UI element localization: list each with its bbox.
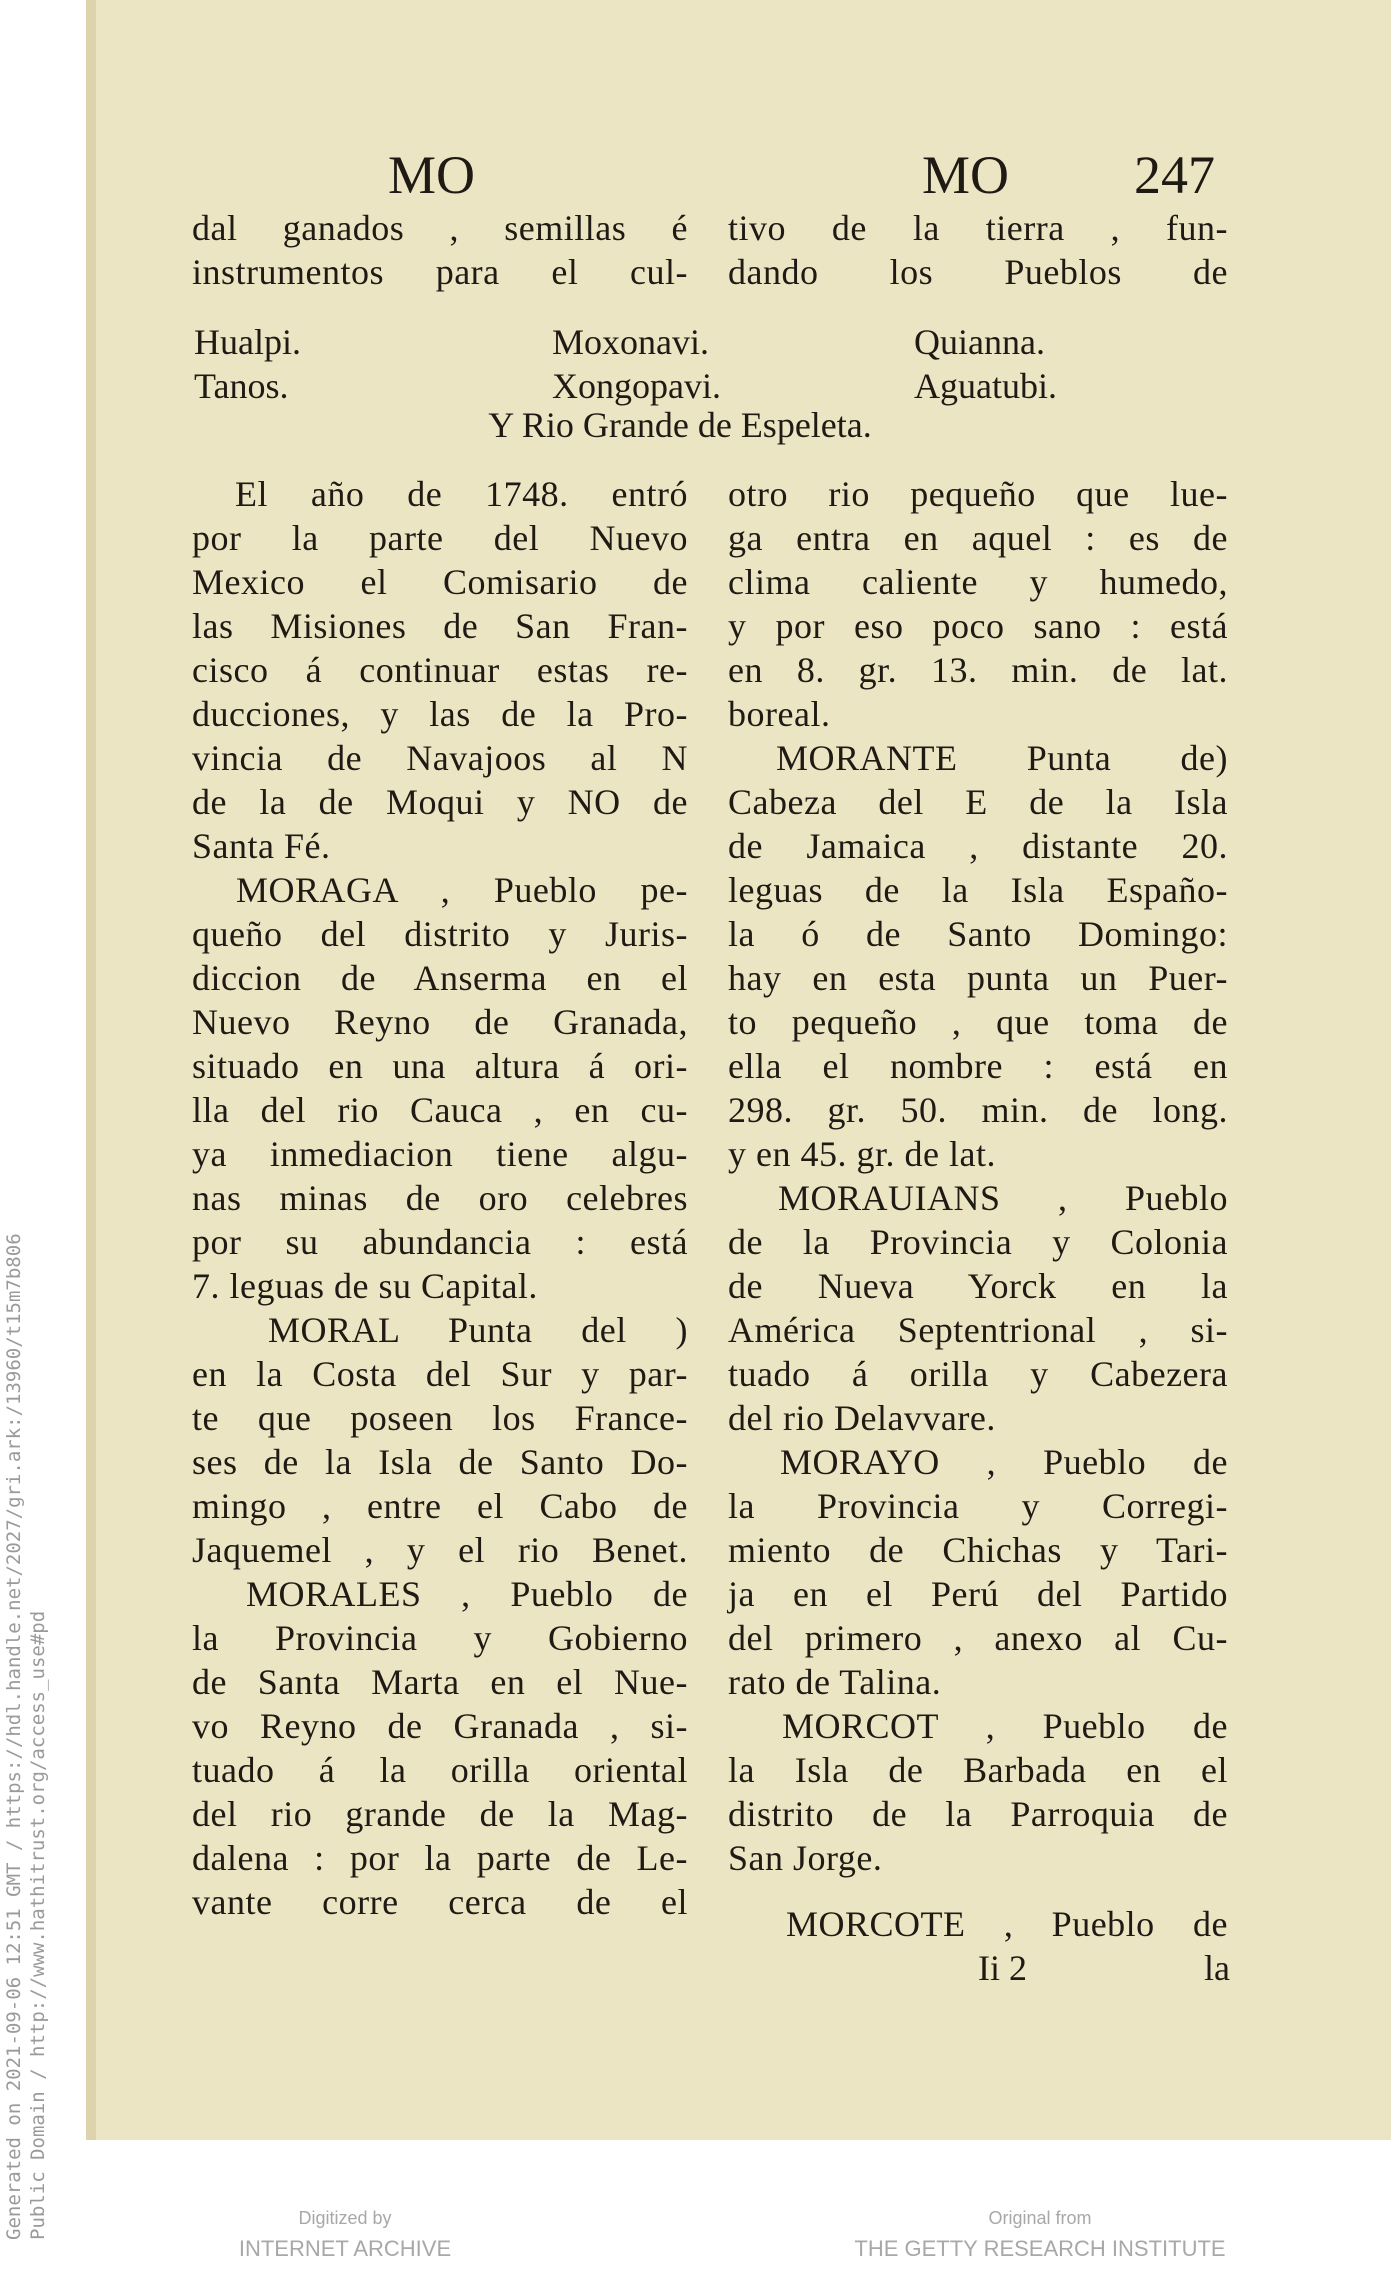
right-column-line: clima caliente y humedo, xyxy=(728,562,1228,602)
left-column-line: vante corre cerca de el xyxy=(192,1882,688,1922)
original-from-label: Original from xyxy=(988,2208,1092,2228)
right-column-line: otro rio pequeño que lue- xyxy=(728,474,1228,514)
pueblo-name: Moxonavi. xyxy=(552,322,709,362)
entry-morayo: MORAYO , Pueblo de xyxy=(780,1442,1228,1482)
left-column-line: Jaquemel , y el rio Benet. xyxy=(192,1530,688,1570)
left-column-line: situado en una altura á ori- xyxy=(192,1046,688,1086)
entry-morcote: MORCOTE , Pueblo de xyxy=(786,1904,1228,1944)
left-column-line: de Santa Marta en el Nue- xyxy=(192,1662,688,1702)
left-column-line: ya inmediacion tiene algu- xyxy=(192,1134,688,1174)
left-column-line: El año de 1748. entró xyxy=(235,474,688,514)
left-column-line: mingo , entre el Cabo de xyxy=(192,1486,688,1526)
right-column-line: boreal. xyxy=(728,694,831,734)
left-column-line: diccion de Anserma en el xyxy=(192,958,688,998)
right-column-line: la Isla de Barbada en el xyxy=(728,1750,1228,1790)
entry-moraga: MORAGA , Pueblo pe- xyxy=(236,870,688,910)
left-column-line: la Provincia y Gobierno xyxy=(192,1618,688,1658)
left-column-line: Mexico el Comisario de xyxy=(192,562,688,602)
left-running-head: MO xyxy=(388,145,476,205)
entry-morante: MORANTE Punta de) xyxy=(776,738,1228,778)
top-left-line: dal ganados , semillas é xyxy=(192,208,688,248)
right-column-line: la ó de Santo Domingo: xyxy=(728,914,1228,954)
internet-archive-label: INTERNET ARCHIVE xyxy=(238,2236,452,2261)
right-running-head: MO xyxy=(922,145,1010,205)
right-column-line: y por eso poco sano : está xyxy=(728,606,1228,646)
right-column-line: la Provincia y Corregi- xyxy=(728,1486,1228,1526)
right-column-line: ja en el Perú del Partido xyxy=(728,1574,1228,1614)
right-column-line: del primero , anexo al Cu- xyxy=(728,1618,1228,1658)
left-column-line: de la de Moqui y NO de xyxy=(192,782,688,822)
left-column-line: ducciones, y las de la Pro- xyxy=(192,694,688,734)
pueblo-name: Tanos. xyxy=(194,366,289,406)
hathitrust-watermark xyxy=(2,1140,50,2240)
right-column-line: ella el nombre : está en xyxy=(728,1046,1228,1086)
right-column-line: to pequeño , que toma de xyxy=(728,1002,1228,1042)
left-column-line: 7. leguas de su Capital. xyxy=(192,1266,538,1306)
left-column-line: tuado á la orilla oriental xyxy=(192,1750,688,1790)
right-column-line: miento de Chichas y Tari- xyxy=(728,1530,1228,1570)
pueblo-name: Hualpi. xyxy=(194,322,301,362)
right-column-line: tuado á orilla y Cabezera xyxy=(728,1354,1228,1394)
left-column-line: ses de la Isla de Santo Do- xyxy=(192,1442,688,1482)
left-column-line: dalena : por la parte de Le- xyxy=(192,1838,688,1878)
watermark-line-1: Generated on 2021-09-06 12:51 GMT / https://hdl.handle.net/2027/gri.ark:/13960/t15m7b806 xyxy=(3,1233,25,2240)
entry-moral: MORAL Punta del ) xyxy=(268,1310,688,1350)
top-right-line: dando los Pueblos de xyxy=(728,252,1228,292)
right-column-line: distrito de la Parroquia de xyxy=(728,1794,1228,1834)
left-column-line: Nuevo Reyno de Granada, xyxy=(192,1002,688,1042)
left-column-line: las Misiones de San Fran- xyxy=(192,606,688,646)
right-column-line: de Jamaica , distante 20. xyxy=(728,826,1228,866)
right-column-line: y en 45. gr. de lat. xyxy=(728,1134,996,1174)
right-column-line: en 8. gr. 13. min. de lat. xyxy=(728,650,1228,690)
right-column-line: rato de Talina. xyxy=(728,1662,942,1702)
entry-morales: MORALES , Pueblo de xyxy=(246,1574,688,1614)
right-column-line: hay en esta punta un Puer- xyxy=(728,958,1228,998)
getty-research-institute-label: THE GETTY RESEARCH INSTITUTE xyxy=(854,2236,1226,2261)
right-column-line: Cabeza del E de la Isla xyxy=(728,782,1228,822)
pueblo-final-line: Y Rio Grande de Espeleta. xyxy=(488,405,872,445)
top-left-line: instrumentos para el cul- xyxy=(192,252,688,292)
left-column-line: del rio grande de la Mag- xyxy=(192,1794,688,1834)
catchword: la xyxy=(1204,1948,1230,1988)
watermark-line-2: Public Domain / http://www.hathitrust.org/access_use#pd xyxy=(27,1610,49,2240)
pueblo-name: Aguatubi. xyxy=(914,366,1057,406)
right-column-line: de Nueva Yorck en la xyxy=(728,1266,1228,1306)
left-column-line: en la Costa del Sur y par- xyxy=(192,1354,688,1394)
left-column-line: nas minas de oro celebres xyxy=(192,1178,688,1218)
left-column-line: por su abundancia : está xyxy=(192,1222,688,1262)
left-column-line: cisco á continuar estas re- xyxy=(192,650,688,690)
left-column-line: lla del rio Cauca , en cu- xyxy=(192,1090,688,1130)
right-column-line: de la Provincia y Colonia xyxy=(728,1222,1228,1262)
entry-morauians: MORAUIANS , Pueblo xyxy=(778,1178,1228,1218)
digitized-by-label: Digitized by xyxy=(298,2208,392,2228)
pueblo-name: Xongopavi. xyxy=(552,366,721,406)
right-column-line: del rio Delavvare. xyxy=(728,1398,996,1438)
left-column-line: queño del distrito y Juris- xyxy=(192,914,688,954)
left-column-line: por la parte del Nuevo xyxy=(192,518,688,558)
left-column-line: te que poseen los France- xyxy=(192,1398,688,1438)
right-column-line: ga entra en aquel : es de xyxy=(728,518,1228,558)
right-column-line: 298. gr. 50. min. de long. xyxy=(728,1090,1228,1130)
top-right-line: tivo de la tierra , fun- xyxy=(728,208,1228,248)
pueblo-name: Quianna. xyxy=(914,322,1045,362)
page-gutter-shadow xyxy=(86,0,96,2140)
left-column-line: Santa Fé. xyxy=(192,826,331,866)
signature-mark: Ii 2 xyxy=(978,1948,1027,1988)
right-column-line: América Septentrional , si- xyxy=(728,1310,1228,1350)
entry-morcot: MORCOT , Pueblo de xyxy=(782,1706,1228,1746)
left-column-line: vo Reyno de Granada , si- xyxy=(192,1706,688,1746)
left-column-line: vincia de Navajoos al N xyxy=(192,738,688,778)
right-column-line: San Jorge. xyxy=(728,1838,883,1878)
page-number: 247 xyxy=(1134,145,1215,205)
right-column-line: leguas de la Isla Españo- xyxy=(728,870,1228,910)
